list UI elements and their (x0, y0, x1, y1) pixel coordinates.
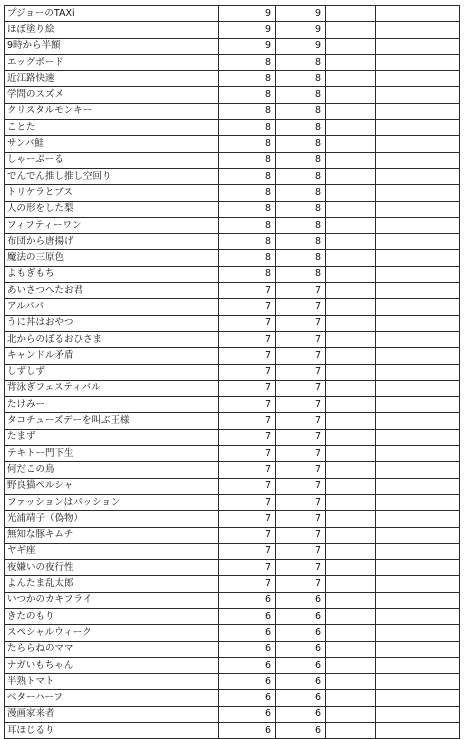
empty-cell[interactable] (376, 120, 460, 136)
table-row (5, 674, 460, 690)
table-row (5, 201, 460, 217)
score-cell-1[interactable]: 7 (219, 299, 276, 315)
name-cell[interactable]: たまず (5, 429, 219, 445)
table-row (5, 299, 460, 315)
score-cell-1[interactable]: 7 (219, 462, 276, 478)
table-row (5, 723, 460, 739)
score-cell-1[interactable]: 9 (219, 22, 276, 38)
empty-cell[interactable] (376, 38, 460, 54)
table-row (5, 608, 460, 624)
table-row (5, 168, 460, 184)
table-row (5, 266, 460, 282)
name-cell[interactable]: フィフティーワン (5, 217, 219, 233)
empty-cell[interactable] (376, 527, 460, 543)
score-cell-2[interactable]: 7 (276, 331, 326, 347)
name-cell[interactable]: たららねのママ (5, 641, 219, 657)
score-cell-1[interactable]: 8 (219, 201, 276, 217)
score-cell-1[interactable]: 7 (219, 283, 276, 299)
empty-cell[interactable] (376, 560, 460, 576)
empty-cell[interactable] (326, 576, 376, 592)
table-row (5, 429, 460, 445)
empty-cell[interactable] (326, 511, 376, 527)
empty-cell[interactable] (326, 315, 376, 331)
table-row (5, 103, 460, 119)
name-cell[interactable]: ベターハーフ (5, 690, 219, 706)
score-cell-2[interactable]: 7 (276, 576, 326, 592)
empty-cell[interactable] (376, 364, 460, 380)
empty-cell[interactable] (376, 54, 460, 70)
name-cell[interactable]: よんたま乱太郎 (5, 576, 219, 592)
empty-cell[interactable] (326, 201, 376, 217)
table-row (5, 331, 460, 347)
score-cell-1[interactable]: 7 (219, 397, 276, 413)
empty-cell[interactable] (376, 234, 460, 250)
score-cell-1[interactable]: 8 (219, 217, 276, 233)
name-cell[interactable]: 無知な豚キムチ (5, 527, 219, 543)
score-cell-1[interactable]: 8 (219, 234, 276, 250)
score-cell-2[interactable]: 8 (276, 54, 326, 70)
score-cell-2[interactable]: 8 (276, 136, 326, 152)
empty-cell[interactable] (326, 527, 376, 543)
empty-cell[interactable] (326, 299, 376, 315)
table-row (5, 511, 460, 527)
score-cell-1[interactable]: 7 (219, 576, 276, 592)
empty-cell[interactable] (376, 103, 460, 119)
name-cell[interactable]: 野良猫ペルシャ (5, 478, 219, 494)
empty-cell[interactable] (376, 625, 460, 641)
name-cell[interactable]: 背泳ぎフェスティバル (5, 380, 219, 396)
score-cell-2[interactable]: 7 (276, 348, 326, 364)
empty-cell[interactable] (376, 690, 460, 706)
empty-cell[interactable] (326, 706, 376, 722)
empty-cell[interactable] (326, 331, 376, 347)
score-cell-1[interactable]: 7 (219, 527, 276, 543)
table-row (5, 120, 460, 136)
empty-cell[interactable] (376, 168, 460, 184)
score-cell-1[interactable]: 6 (219, 657, 276, 673)
empty-cell[interactable] (376, 22, 460, 38)
empty-cell[interactable] (326, 266, 376, 282)
empty-cell[interactable] (326, 22, 376, 38)
score-cell-1[interactable]: 6 (219, 625, 276, 641)
table-row (5, 380, 460, 396)
empty-cell[interactable] (376, 576, 460, 592)
table-row (5, 152, 460, 168)
table-row (5, 592, 460, 608)
score-cell-2[interactable]: 7 (276, 315, 326, 331)
empty-cell[interactable] (326, 120, 376, 136)
empty-cell[interactable] (376, 266, 460, 282)
empty-cell[interactable] (376, 397, 460, 413)
score-cell-1[interactable]: 6 (219, 608, 276, 624)
table-row (5, 22, 460, 38)
empty-cell[interactable] (376, 136, 460, 152)
empty-cell[interactable] (326, 462, 376, 478)
empty-cell[interactable] (376, 299, 460, 315)
empty-cell[interactable] (326, 560, 376, 576)
score-cell-1[interactable]: 6 (219, 706, 276, 722)
empty-cell[interactable] (326, 38, 376, 54)
table-row (5, 657, 460, 673)
empty-cell[interactable] (326, 103, 376, 119)
table-row (5, 576, 460, 592)
empty-cell[interactable] (376, 331, 460, 347)
name-cell[interactable]: ファッションはパッション (5, 494, 219, 510)
score-cell-2[interactable]: 8 (276, 103, 326, 119)
score-cell-1[interactable]: 8 (219, 266, 276, 282)
score-cell-1[interactable]: 6 (219, 723, 276, 739)
name-cell[interactable]: プジョーのTAXi (5, 6, 219, 22)
empty-cell[interactable] (326, 723, 376, 739)
name-cell[interactable]: ほぼ塗り絵 (5, 22, 219, 38)
empty-cell[interactable] (326, 348, 376, 364)
table-row (5, 690, 460, 706)
name-cell[interactable]: あいさつへたお君 (5, 283, 219, 299)
score-cell-2[interactable]: 6 (276, 674, 326, 690)
score-cell-1[interactable]: 8 (219, 71, 276, 87)
table-row (5, 315, 460, 331)
empty-cell[interactable] (326, 380, 376, 396)
name-cell[interactable]: ことた (5, 120, 219, 136)
empty-cell[interactable] (326, 217, 376, 233)
table-row (5, 38, 460, 54)
empty-cell[interactable] (376, 283, 460, 299)
name-cell[interactable]: 魔法の三原色 (5, 250, 219, 266)
score-cell-1[interactable]: 7 (219, 380, 276, 396)
table-row (5, 625, 460, 641)
name-cell[interactable]: スペシャルウィーク (5, 625, 219, 641)
empty-cell[interactable] (376, 511, 460, 527)
score-cell-1[interactable]: 8 (219, 168, 276, 184)
name-cell[interactable]: テキトー門下生 (5, 446, 219, 462)
score-cell-1[interactable]: 7 (219, 446, 276, 462)
table-row (5, 494, 460, 510)
name-cell[interactable]: 9時から半額 (5, 38, 219, 54)
empty-cell[interactable] (376, 380, 460, 396)
score-cell-1[interactable]: 7 (219, 543, 276, 559)
score-cell-2[interactable]: 6 (276, 690, 326, 706)
empty-cell[interactable] (326, 6, 376, 22)
empty-cell[interactable] (376, 315, 460, 331)
empty-cell[interactable] (326, 54, 376, 70)
score-cell-2[interactable]: 7 (276, 299, 326, 315)
score-cell-2[interactable]: 7 (276, 494, 326, 510)
empty-cell[interactable] (326, 446, 376, 462)
score-cell-2[interactable]: 7 (276, 397, 326, 413)
table-row (5, 560, 460, 576)
empty-cell[interactable] (326, 283, 376, 299)
name-cell[interactable]: 人の形をした梨 (5, 201, 219, 217)
empty-cell[interactable] (376, 87, 460, 103)
name-cell[interactable]: 布団から唐揚げ (5, 234, 219, 250)
name-cell[interactable]: いつかのカキフライ (5, 592, 219, 608)
empty-cell[interactable] (376, 478, 460, 494)
empty-cell[interactable] (326, 87, 376, 103)
table-row (5, 706, 460, 722)
empty-cell[interactable] (376, 641, 460, 657)
table-body (5, 6, 460, 739)
table-row (5, 543, 460, 559)
score-cell-1[interactable]: 7 (219, 478, 276, 494)
score-cell-2[interactable]: 6 (276, 608, 326, 624)
empty-cell[interactable] (376, 723, 460, 739)
name-cell[interactable]: でんでん推し推し空回り (5, 168, 219, 184)
empty-cell[interactable] (326, 608, 376, 624)
score-cell-2[interactable]: 6 (276, 723, 326, 739)
name-cell[interactable]: 光浦靖子（偽物） (5, 511, 219, 527)
score-cell-2[interactable]: 7 (276, 364, 326, 380)
empty-cell[interactable] (326, 234, 376, 250)
score-cell-2[interactable]: 6 (276, 592, 326, 608)
score-cell-2[interactable]: 6 (276, 706, 326, 722)
empty-cell[interactable] (326, 185, 376, 201)
name-cell[interactable]: 夜嫌いの夜行性 (5, 560, 219, 576)
score-cell-2[interactable]: 8 (276, 185, 326, 201)
empty-cell[interactable] (326, 690, 376, 706)
table-row (5, 283, 460, 299)
score-cell-2[interactable]: 7 (276, 429, 326, 445)
empty-cell[interactable] (326, 494, 376, 510)
score-cell-2[interactable]: 8 (276, 266, 326, 282)
name-cell[interactable]: うに丼はおやつ (5, 315, 219, 331)
score-cell-1[interactable]: 6 (219, 674, 276, 690)
score-cell-2[interactable]: 8 (276, 71, 326, 87)
name-cell[interactable]: エッグボード (5, 54, 219, 70)
score-cell-2[interactable]: 7 (276, 283, 326, 299)
score-cell-2[interactable]: 9 (276, 22, 326, 38)
empty-cell[interactable] (326, 429, 376, 445)
table-row (5, 641, 460, 657)
score-cell-1[interactable]: 6 (219, 592, 276, 608)
empty-cell[interactable] (326, 543, 376, 559)
table-row (5, 136, 460, 152)
name-cell[interactable]: 漫画家来者 (5, 706, 219, 722)
empty-cell[interactable] (326, 413, 376, 429)
table-row (5, 54, 460, 70)
empty-cell[interactable] (376, 6, 460, 22)
table-row (5, 527, 460, 543)
table-row (5, 478, 460, 494)
score-cell-1[interactable]: 6 (219, 690, 276, 706)
name-cell[interactable]: 半熟トマト (5, 674, 219, 690)
score-cell-1[interactable]: 8 (219, 120, 276, 136)
score-cell-1[interactable]: 8 (219, 87, 276, 103)
score-cell-2[interactable]: 8 (276, 152, 326, 168)
empty-cell[interactable] (376, 674, 460, 690)
empty-cell[interactable] (326, 152, 376, 168)
score-cell-2[interactable]: 8 (276, 168, 326, 184)
empty-cell[interactable] (376, 494, 460, 510)
name-cell[interactable]: タコチューズデーを叫ぶ王様 (5, 413, 219, 429)
table-row (5, 348, 460, 364)
score-cell-1[interactable]: 7 (219, 429, 276, 445)
score-cell-1[interactable]: 8 (219, 136, 276, 152)
name-cell[interactable]: しゃーぷーる (5, 152, 219, 168)
table-row (5, 217, 460, 233)
score-cell-1[interactable]: 9 (219, 38, 276, 54)
score-cell-2[interactable]: 8 (276, 120, 326, 136)
empty-cell[interactable] (326, 168, 376, 184)
empty-cell[interactable] (376, 657, 460, 673)
empty-cell[interactable] (376, 429, 460, 445)
score-cell-1[interactable]: 7 (219, 364, 276, 380)
score-cell-2[interactable]: 6 (276, 641, 326, 657)
score-cell-2[interactable]: 9 (276, 6, 326, 22)
table-row (5, 462, 460, 478)
empty-cell[interactable] (326, 71, 376, 87)
empty-cell[interactable] (376, 706, 460, 722)
score-cell-1[interactable]: 7 (219, 511, 276, 527)
name-cell[interactable]: しずしず (5, 364, 219, 380)
score-cell-2[interactable]: 7 (276, 511, 326, 527)
empty-cell[interactable] (376, 462, 460, 478)
name-cell[interactable]: きたのもり (5, 608, 219, 624)
table-row (5, 446, 460, 462)
score-cell-2[interactable]: 8 (276, 217, 326, 233)
empty-cell[interactable] (376, 71, 460, 87)
score-cell-1[interactable]: 7 (219, 348, 276, 364)
score-cell-1[interactable]: 8 (219, 250, 276, 266)
name-cell[interactable]: 何だこの鳥 (5, 462, 219, 478)
empty-cell[interactable] (376, 413, 460, 429)
name-cell[interactable]: アルパパ (5, 299, 219, 315)
empty-cell[interactable] (326, 641, 376, 657)
name-cell[interactable]: ヤギ座 (5, 543, 219, 559)
score-cell-2[interactable]: 7 (276, 413, 326, 429)
empty-cell[interactable] (376, 608, 460, 624)
name-cell[interactable]: 北からのぼるおひさま (5, 331, 219, 347)
score-cell-2[interactable]: 6 (276, 625, 326, 641)
empty-cell[interactable] (326, 657, 376, 673)
table-row (5, 6, 460, 22)
score-cell-2[interactable]: 7 (276, 380, 326, 396)
table-row (5, 364, 460, 380)
empty-cell[interactable] (326, 136, 376, 152)
name-cell[interactable]: たけみー (5, 397, 219, 413)
name-cell[interactable]: 学問のスズメ (5, 87, 219, 103)
score-cell-2[interactable]: 9 (276, 38, 326, 54)
score-cell-2[interactable]: 7 (276, 560, 326, 576)
score-cell-1[interactable]: 8 (219, 185, 276, 201)
table-row (5, 397, 460, 413)
score-cell-1[interactable]: 8 (219, 152, 276, 168)
score-cell-1[interactable]: 6 (219, 641, 276, 657)
empty-cell[interactable] (376, 201, 460, 217)
empty-cell[interactable] (376, 446, 460, 462)
score-cell-1[interactable]: 8 (219, 103, 276, 119)
name-cell[interactable]: サンバ鮭 (5, 136, 219, 152)
empty-cell[interactable] (326, 250, 376, 266)
score-cell-1[interactable]: 8 (219, 54, 276, 70)
score-cell-2[interactable]: 7 (276, 543, 326, 559)
table-row (5, 185, 460, 201)
table-row (5, 71, 460, 87)
table-row (5, 250, 460, 266)
score-cell-1[interactable]: 7 (219, 331, 276, 347)
empty-cell[interactable] (376, 185, 460, 201)
empty-cell[interactable] (376, 348, 460, 364)
name-cell[interactable]: ナガいもちゃん (5, 657, 219, 673)
empty-cell[interactable] (326, 625, 376, 641)
empty-cell[interactable] (326, 364, 376, 380)
empty-cell[interactable] (376, 592, 460, 608)
score-cell-2[interactable]: 7 (276, 527, 326, 543)
table-row (5, 413, 460, 429)
score-cell-1[interactable]: 7 (219, 413, 276, 429)
score-cell-2[interactable]: 8 (276, 201, 326, 217)
score-cell-1[interactable]: 9 (219, 6, 276, 22)
name-cell[interactable]: トリケラとブス (5, 185, 219, 201)
empty-cell[interactable] (376, 543, 460, 559)
table-row (5, 87, 460, 103)
score-cell-2[interactable]: 7 (276, 446, 326, 462)
name-cell[interactable]: クリスタルモンキー (5, 103, 219, 119)
empty-cell[interactable] (326, 674, 376, 690)
score-cell-2[interactable]: 7 (276, 478, 326, 494)
empty-cell[interactable] (326, 478, 376, 494)
score-cell-2[interactable]: 6 (276, 657, 326, 673)
empty-cell[interactable] (376, 250, 460, 266)
score-cell-1[interactable]: 7 (219, 494, 276, 510)
score-cell-1[interactable]: 7 (219, 560, 276, 576)
name-cell[interactable]: 耳ほじるり (5, 723, 219, 739)
score-cell-1[interactable]: 7 (219, 315, 276, 331)
spreadsheet-table (4, 5, 460, 739)
score-cell-2[interactable]: 8 (276, 250, 326, 266)
empty-cell[interactable] (326, 592, 376, 608)
score-cell-2[interactable]: 8 (276, 234, 326, 250)
name-cell[interactable]: 近江路快速 (5, 71, 219, 87)
name-cell[interactable]: よもぎもち (5, 266, 219, 282)
empty-cell[interactable] (376, 152, 460, 168)
empty-cell[interactable] (376, 217, 460, 233)
score-cell-2[interactable]: 7 (276, 462, 326, 478)
name-cell[interactable]: キャンドル矛盾 (5, 348, 219, 364)
table-row (5, 234, 460, 250)
empty-cell[interactable] (326, 397, 376, 413)
score-cell-2[interactable]: 8 (276, 87, 326, 103)
